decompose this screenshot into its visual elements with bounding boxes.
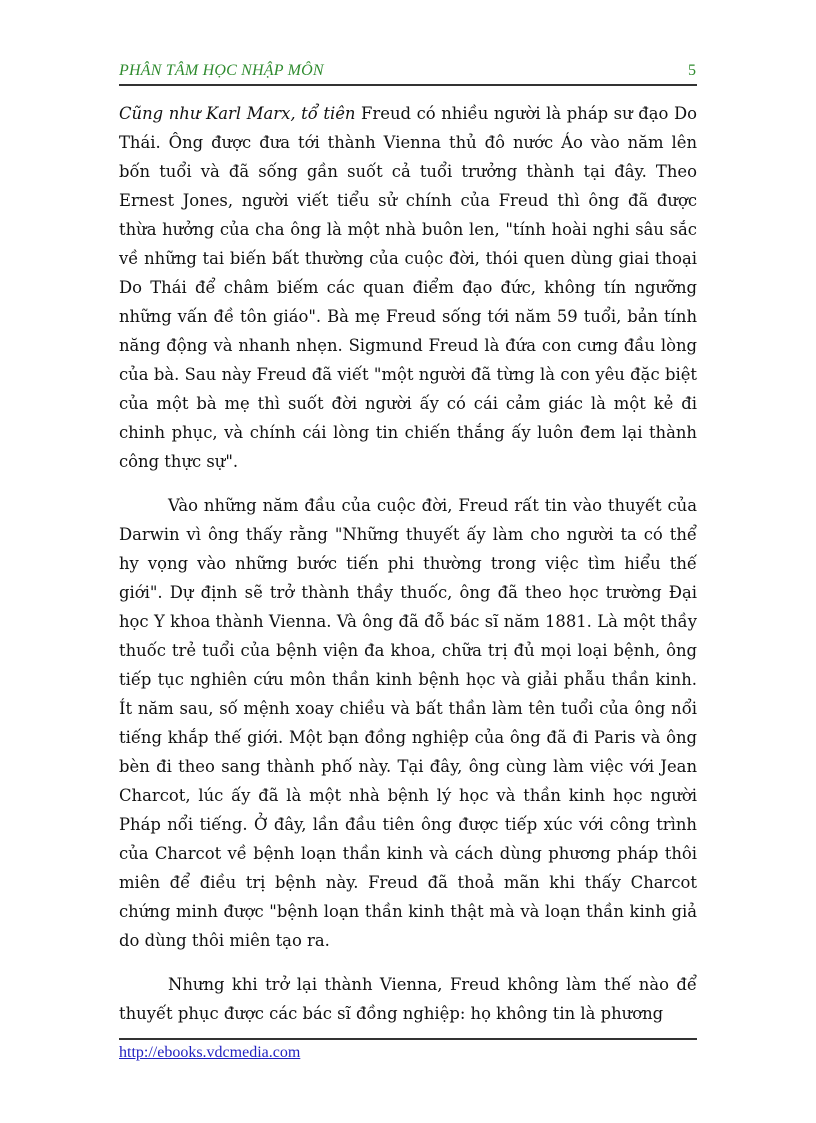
page-footer bbox=[119, 1038, 697, 1062]
page-number: 5 bbox=[688, 62, 696, 79]
paragraph-2: Vào những năm đầu của cuộc đời, Freud rất tin vào thuyết của Darwin vì ông thấy rằng "Những thuyết ấy làm cho người ta có thể hy vọng vào những bước tiến phi thường trong việc tìm hiểu thế giới". Dự định sẽ trở thành thầy thuốc, ông đã theo học trường Đại học Y khoa thành Vienna. Và ông đã đỗ bác sĩ năm 1881. Là một thầy thuốc trẻ tuổi của bệnh viện đa khoa, chữa trị đủ mọi loại bệnh, ông tiếp tục nghiên cứu môn thần kinh bệnh học và giải phẫu thần kinh. Ít năm sau, số mệnh xoay chiều và bất thần làm tên tuổi của ông nổi tiếng khắp thế giới. Một bạn đồng nghiệp của ông đã đi Paris và ông bèn đi theo sang thành phố này. Tại đây, ông cùng làm việc với Jean Charcot, lúc ấy đã là một nhà bệnh lý học và thần kinh học người Pháp nổi tiếng. Ở đây, lần đầu tiên ông được tiếp xúc với công trình của Charcot về bệnh loạn thần kinh và cách dùng phương pháp thôi miên để điều trị bệnh này. Freud đã thoả mãn khi thấy Charcot chứng minh được "bệnh loạn thần kinh thật mà và loạn thần kinh giả do dùng thôi miên tạo ra. bbox=[119, 496, 697, 950]
paragraph-3: Nhưng khi trở lại thành Vienna, Freud không làm thế nào để thuyết phục được các bác sĩ đồng nghiệp: họ không tin là phương bbox=[119, 975, 697, 1023]
page-header bbox=[119, 58, 697, 86]
paragraph-1-lead-italic: Cũng như Karl Marx, tổ tiên bbox=[119, 104, 356, 123]
paragraph-1-text: Freud có nhiều người là pháp sư đạo Do Thái. Ông được đưa tới thành Vienna thủ đô nước Áo vào năm lên bốn tuổi và đã sống gần suốt cả tuổi trưởng thành tại đây. Theo Ernest Jones, người viết tiểu sử chính của Freud thì ông đã được thừa hưởng của cha ông là một nhà buôn len, "tính hoài nghi sâu sắc về những tai biến bất thường của cuộc đời, thói quen dùng giai thoại Do Thái để châm biếm các quan điểm đạo đức, không tín ngưỡng những vấn đề tôn giáo". Bà mẹ Freud sống tới năm 59 tuổi, bản tính năng động và nhanh nhẹn. Sigmund Freud là đứa con cưng đầu lòng của bà. Sau này Freud đã viết "một người đã từng là con yêu đặc biệt của một bà mẹ thì suốt đời người ấy có cái cảm giác là một kẻ đi chinh phục, và chính cái lòng tin chiến thắng ấy luôn đem lại thành công thực sự". bbox=[119, 104, 697, 471]
page-body bbox=[119, 99, 697, 1028]
running-header-title: PHÂN TÂM HỌC NHẬP MÔN bbox=[119, 62, 324, 79]
footer-url-link[interactable]: http://ebooks.vdcmedia.com bbox=[119, 1044, 301, 1061]
paragraph-1 bbox=[119, 99, 697, 476]
